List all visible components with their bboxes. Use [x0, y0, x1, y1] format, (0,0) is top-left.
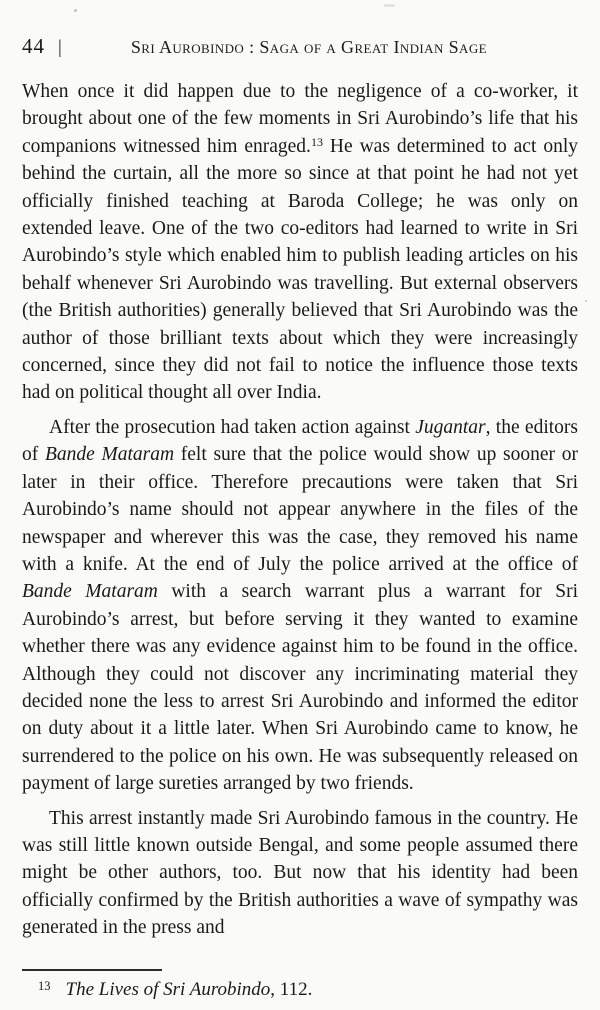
paragraph	[22, 805, 578, 942]
italic-text: Bande Mataram	[22, 581, 158, 603]
text-run: , the editors of	[22, 416, 578, 466]
footnote-text	[66, 979, 313, 1000]
header-divider: |	[58, 37, 62, 58]
footnote-marker: 13	[38, 979, 51, 993]
page-number: 44	[22, 34, 45, 58]
text-run: felt sure that the police would show up sooner or later in their office. Therefore precautions were taken that Sri Aurobindo’s name should not appear anywhere in the files of the newspaper and wherever this was the case, they removed his name with a knife. At the end of July the police arrived at the office of	[22, 444, 578, 575]
text-run: After the prosecution had taken action against	[49, 416, 416, 438]
italic-text: The Lives of Sri Aurobindo	[65, 979, 271, 1000]
footnote-rule	[22, 969, 162, 971]
text-run: , 112.	[270, 979, 313, 1000]
running-title: Sri Aurobindo : Saga of a Great Indian Sage	[130, 37, 487, 57]
footnote	[22, 968, 578, 1002]
paragraph	[22, 78, 578, 407]
scan-speck	[384, 4, 395, 7]
scan-speck	[585, 300, 587, 302]
paragraph	[22, 414, 578, 798]
footnote-reference: 13	[310, 134, 323, 149]
italic-text: Jugantar	[415, 416, 486, 438]
text-run: He was determined to act only behind the curtain, all the more so since at that point he had not yet officially finished teaching at Baroda College; he was only on extended leave. One of the two co-editors had learned to write in Sri Aurobindo’s style which enabled him to publish leading articles on his behalf whenever Sri Aurobindo was travelling. But external observers (the British authorities) generally believed that Sri Aurobindo was the author of those brilliant texts about which they were increasingly concerned, since they did not fail to notice the influence those texts had on political thought all over India.	[22, 135, 579, 404]
scan-speck	[74, 9, 77, 12]
text-run: This arrest instantly made Sri Aurobindo famous in the country. He was still little known outside Bengal, and some people assumed there might be other authors, too. But now that his identity had been officially confirmed by the British authorities a wave of sympathy was generated in the press and	[22, 807, 578, 939]
footnote-line	[22, 974, 578, 1002]
italic-text: Bande Mataram	[44, 444, 175, 466]
page-header	[22, 34, 578, 59]
text-run: with a search warrant plus a warrant for Sri Aurobindo’s arrest, but before serving it they wanted to examine whether there was any evidence against him to be found in the office. Although they could not discover any incriminating material they decided none the less to arrest Sri Aurobindo and informed the editor on duty about it a little later. When Sri Aurobindo came to know, he surrendered to the police on his own. He was subsequently released on payment of large sureties arranged by two friends.	[22, 581, 578, 795]
body-text	[22, 78, 578, 942]
text-run: When once it did happen due to the negligence of a co-worker, it brought about one of the few moments in Sri Aurobindo’s life that his companions witnessed him enraged.	[22, 81, 578, 157]
